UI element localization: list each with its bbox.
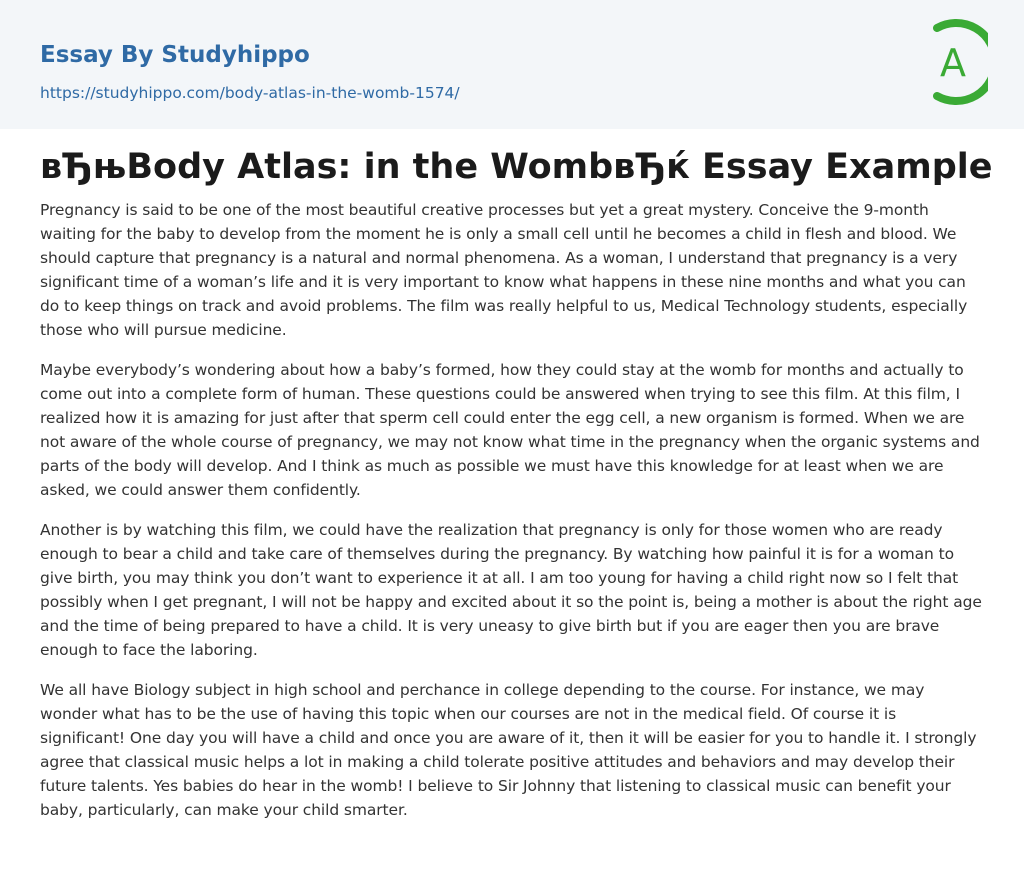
essay-paragraph: Maybe everybody’s wondering about how a baby’s formed, how they could stay at the womb for months and actually to come out into a complete form of human. These questions could be answered when trying to see this film. At this film, I realized how it is amazing for just after that sperm cell could enter the egg cell, a new organism is formed. When we are not aware of the whole course of pregnancy, we may not know what time in the pregnancy when the organic systems and parts of the body will develop. And I think as much as possible we must have this knowledge for at least when we are asked, we could answer them confidently. — [40, 361, 980, 499]
page-url-link[interactable]: https://studyhippo.com/body-atlas-in-the-womb-1574/ — [40, 84, 460, 102]
essay-paragraph: We all have Biology subject in high school and perchance in college depending to the course. For instance, we may wonder what has to be the use of having this topic when our courses are not in the medical field. Of course it is significant! One day you will have a child and once you are aware of it, then it will be easier for you to handle it. I strongly agree that classical music helps a lot in making a child tolerate positive attitudes and behaviors and may develop their future talents. Yes babies do hear in the womb! I believe to Sir Johnny that listening to classical music can benefit your baby, particularly, can make your child smarter. — [40, 681, 977, 819]
essay-paragraph: Another is by watching this film, we could have the realization that pregnancy is only for those women who are ready enough to bear a child and take care of themselves during the pregnancy. By watching how painful it is for a woman to give birth, you may think you don’t want to experience it at all. I am too young for having a child right now so I felt that possibly when I get pregnant, I will not be happy and excited about it so the point is, being a mother is about the right age and the time of being prepared to have a child. It is very uneasy to give birth but if you are eager then you are brave enough to face the laboring. — [40, 521, 982, 659]
site-header — [0, 0, 1024, 129]
essay-paragraph: Pregnancy is said to be one of the most beautiful creative processes but yet a great mystery. Conceive the 9-month waiting for the baby to develop from the moment he is only a small cell until he becomes a child in flesh and blood. We should capture that pregnancy is a natural and normal phenomena. As a woman, I understand that pregnancy is a very significant time of a woman’s life and it is very important to know what happens in these nine months and what you can do to keep things on track and avoid problems. The film was really helpful to us, Medical Technology students, especially those who will pursue medicine. — [40, 201, 968, 339]
site-brand[interactable]: Essay By Studyhippo — [40, 42, 310, 68]
essay-title: вЂњBody Atlas: in the WombвЂќ Essay Example — [40, 147, 993, 187]
logo-letter: A — [940, 41, 966, 85]
essay-content — [40, 143, 993, 838]
studyhippo-logo-icon[interactable] — [912, 18, 988, 106]
